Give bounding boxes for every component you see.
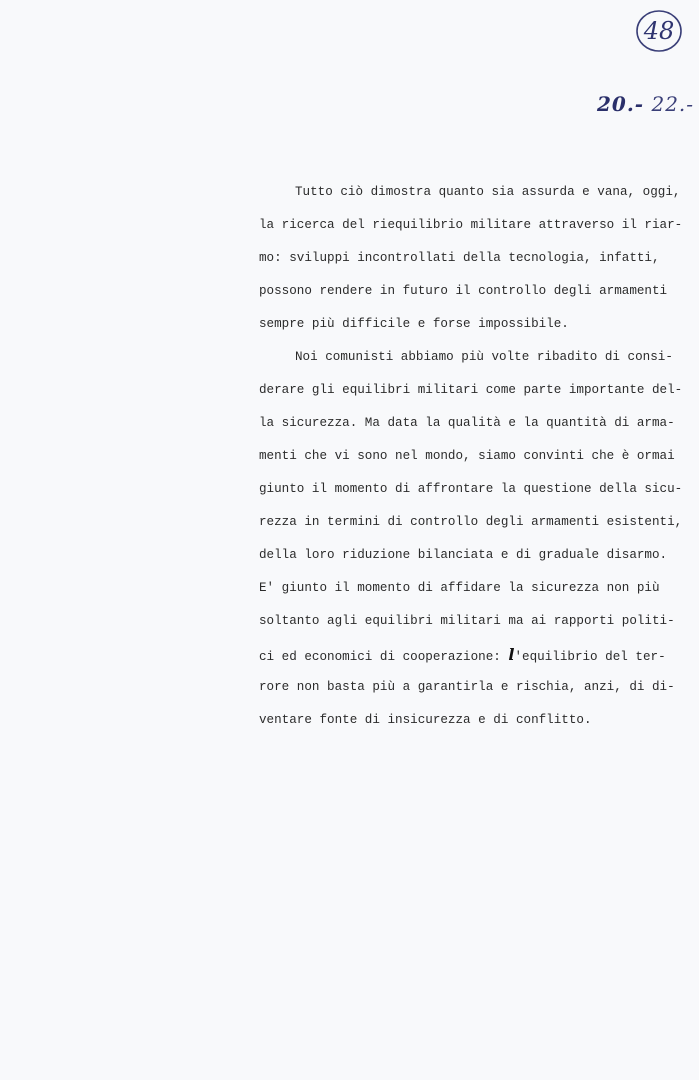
paragraph-2-line: derare gli equilibri militari come parte importante del- xyxy=(259,383,683,397)
folio-new: 22.- xyxy=(644,92,695,116)
handwritten-correction-mark: l xyxy=(508,645,515,664)
paragraph-1-line: Tutto ciò dimostra quanto sia assurda e vana, oggi, xyxy=(295,185,681,199)
paragraph-2-line: Noi comunisti abbiamo più volte ribadito di consi- xyxy=(295,350,673,364)
paragraph-1-line: sempre più difficile e forse impossibile. xyxy=(259,317,569,331)
paragraph-2-line: la sicurezza. Ma data la qualità e la quantità di arma- xyxy=(259,416,675,430)
handwritten-folio xyxy=(597,92,694,116)
paragraph-1-line: la ricerca del riequilibrio militare attraverso il riar- xyxy=(259,218,683,232)
folio-struck: 20.- xyxy=(597,92,645,116)
paragraph-2-line: giunto il momento di affrontare la questione della sicu- xyxy=(259,482,683,496)
paragraph-2-line: menti che vi sono nel mondo, siamo convinti che è ormai xyxy=(259,449,675,463)
paragraph-1-line: mo: sviluppi incontrollati della tecnologia, infatti, xyxy=(259,251,660,265)
paragraph-2-line: rezza in termini di controllo degli armamenti esistenti, xyxy=(259,515,683,529)
line-text-before-mark: ci ed economici di cooperazione: xyxy=(259,650,501,664)
paragraph-2-line: soltanto agli equilibri militari ma ai rapporti politi- xyxy=(259,614,675,628)
page-number-stamp xyxy=(634,8,684,54)
paragraph-1-line: possono rendere in futuro il controllo degli armamenti xyxy=(259,284,668,298)
page-number-circled: 48 xyxy=(643,17,675,45)
paragraph-2-line: rore non basta più a garantirla e rischia, anzi, di di- xyxy=(259,680,675,694)
line-text-after-mark: 'equilibrio del ter- xyxy=(514,650,666,664)
paragraph-2-line: ventare fonte di insicurezza e di conflitto. xyxy=(259,713,592,727)
paragraph-2-line: della loro riduzione bilanciata e di graduale disarmo. xyxy=(259,548,668,562)
typed-body xyxy=(259,176,683,737)
paragraph-2-line: E' giunto il momento di affidare la sicurezza non più xyxy=(259,581,660,595)
paragraph-2-line-with-correction xyxy=(259,638,666,671)
